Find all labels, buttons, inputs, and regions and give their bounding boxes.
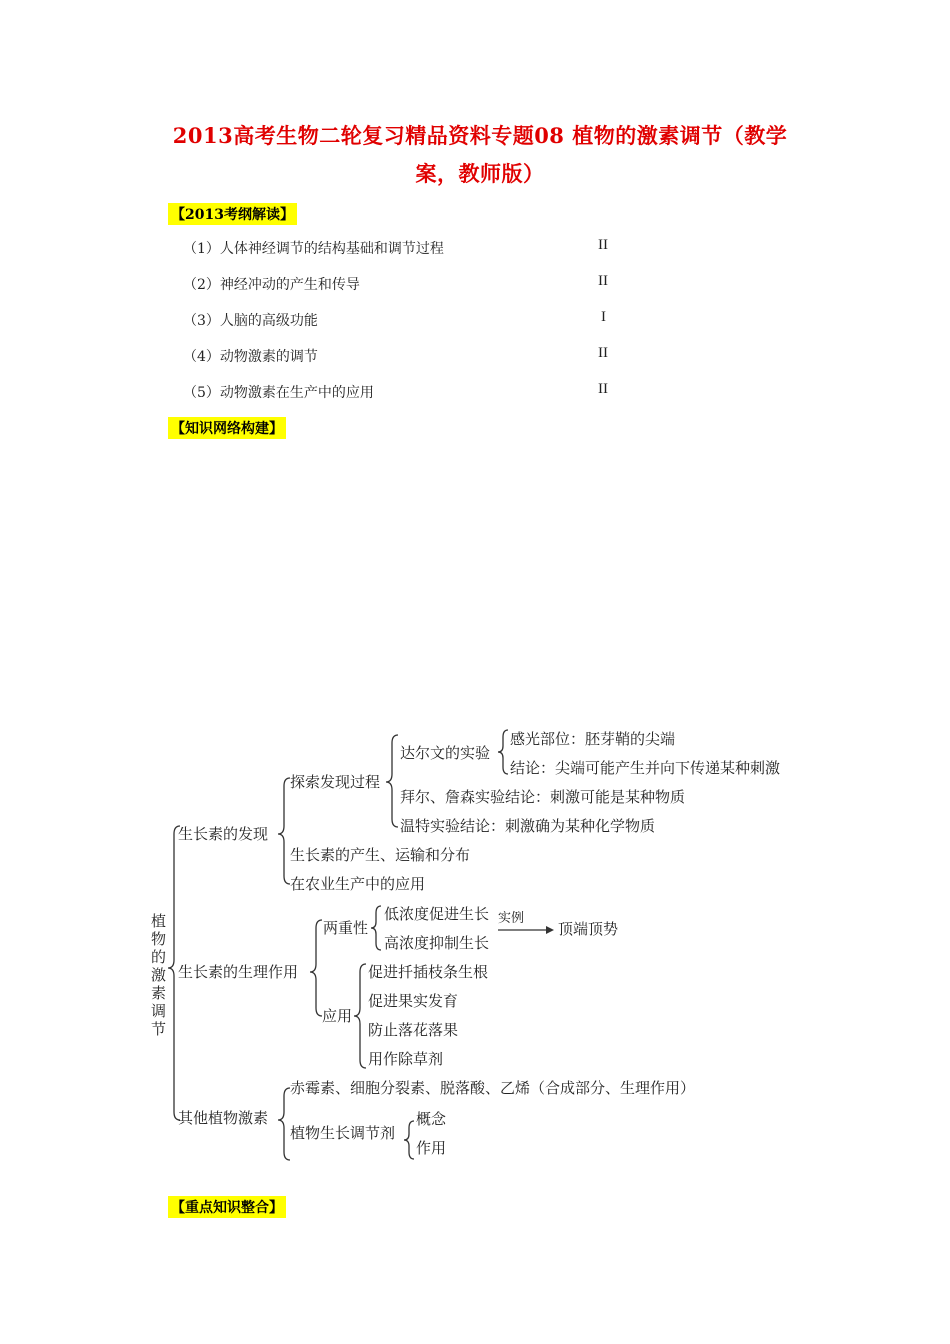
requirement-text: （3）人脑的高级功能 [183,313,318,329]
requirement-text: （5）动物激素在生产中的应用 [183,385,374,401]
node-darwin-site: 感光部位：胚芽鞘的尖端 [510,730,676,748]
section-network: 【知识网络构建】 [168,417,286,439]
node-apical: 顶端顶势 [558,920,619,938]
node-application: 应用 [322,1007,353,1025]
bracket-discovery [278,778,290,884]
node-darwin: 达尔文的实验 [400,744,491,762]
bracket-others [278,1088,290,1160]
requirement-text: （1）人体神经调节的结构基础和调节过程 [183,241,444,257]
node-other-list: 赤霉素、细胞分裂素、脱落酸、乙烯（合成部分、生理作用） [290,1079,696,1097]
node-boysen: 拜尔、詹森实验结论：刺激可能是某种物质 [400,788,686,806]
node-app3: 防止落花落果 [368,1021,459,1039]
requirement-level: I [601,309,606,325]
requirement-text: （4）动物激素的调节 [183,349,318,365]
requirement-text: （2）神经冲动的产生和传导 [183,277,360,293]
bracket-duality [371,906,381,950]
bracket-explore [386,735,398,827]
node-concept: 概念 [416,1110,447,1128]
node-went: 温特实验结论：刺激确为某种化学物质 [400,817,656,835]
node-darwin-conclusion: 结论：尖端可能产生并向下传递某种刺激 [510,759,781,777]
bracket-physiology [310,920,322,1016]
node-physiology: 生长素的生理作用 [178,963,299,981]
node-duality: 两重性 [323,919,369,937]
root-node: 植物的激素调节 [151,912,167,1038]
node-usage: 作用 [416,1139,447,1157]
requirement-level: II [598,273,608,289]
requirement-level: II [598,237,608,253]
section-syllabus: 【2013考纲解读】 [168,203,297,225]
section-key-points: 【重点知识整合】 [168,1196,286,1218]
node-discovery: 生长素的发现 [178,825,269,843]
bracket-regulators [404,1121,414,1159]
requirement-level: II [598,345,608,361]
arrow-head [546,926,554,934]
requirement-level: II [598,381,608,397]
node-app4: 用作除草剂 [368,1050,444,1068]
bracket-darwin [498,730,508,774]
node-explore: 探索发现过程 [290,773,381,791]
document-title-line1: 2013高考生物二轮复习精品资料专题08 植物的激素调节（教学 [172,123,788,148]
node-production: 生长素的产生、运输和分布 [290,846,471,864]
node-example: 实例 [498,911,525,926]
node-agriculture: 在农业生产中的应用 [290,875,426,893]
node-low: 低浓度促进生长 [384,905,490,923]
node-app1: 促进扦插枝条生根 [368,963,489,981]
bracket-application [354,964,366,1068]
document-title-line2: 案，教师版） [415,161,545,186]
node-others: 其他植物激素 [178,1109,269,1127]
node-app2: 促进果实发育 [368,992,459,1010]
node-high: 高浓度抑制生长 [384,934,490,952]
node-regulators: 植物生长调节剂 [290,1124,396,1142]
